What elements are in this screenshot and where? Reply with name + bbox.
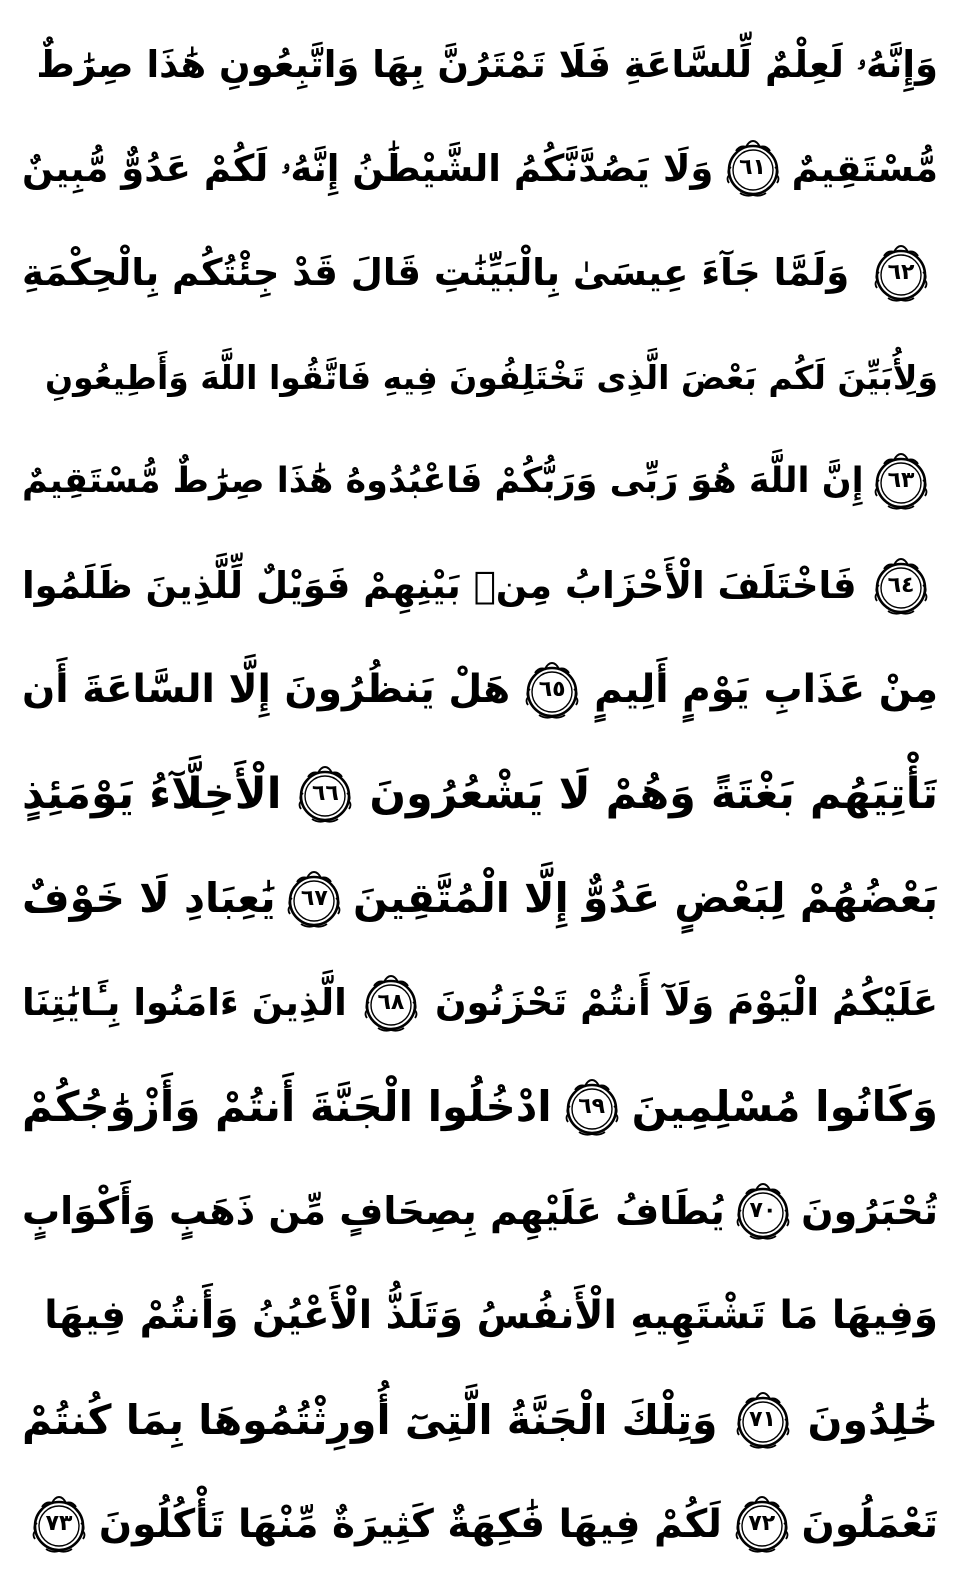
verse-text: عَلَيْكُمُ الْيَوْمَ وَلَآ أَنتُمْ تَحْزَنُونَ xyxy=(434,981,938,1025)
verse-text: مِنْ عَذَابِ يَوْمٍ أَلِيمٍ xyxy=(594,667,938,713)
verse-number: ٦٣ xyxy=(887,468,915,494)
text-line xyxy=(22,325,938,429)
text-line xyxy=(22,429,938,533)
verse-end-marker xyxy=(732,1180,794,1242)
text-line xyxy=(22,951,938,1055)
verse-end-marker xyxy=(294,763,356,825)
text-line xyxy=(22,1055,938,1159)
verse-text: وَفِيهَا مَا تَشْتَهِيهِ الْأَنفُسُ وَتَلَذُّ الْأَعْيُنُ وَأَنتُمْ فِيهَا xyxy=(44,1293,938,1339)
verse-text: الْأَخِلَّآءُ يَوْمَئِذٍ xyxy=(22,768,282,819)
verse-number: ٧٠ xyxy=(749,1198,777,1224)
verse-text: وَتِلْكَ الْجَنَّةُ الَّتِىٓ أُورِثْتُمُوهَا بِمَا كُنتُمْ xyxy=(22,1395,718,1444)
verse-text: تَعْمَلُونَ xyxy=(801,1501,938,1547)
verse-number: ٧٢ xyxy=(748,1511,776,1537)
verse-number: ٧٣ xyxy=(45,1511,73,1537)
verse-end-marker xyxy=(722,137,784,199)
verse-end-marker xyxy=(283,868,345,930)
verse-text: تَأْتِيَهُم بَغْتَةً وَهُمْ لَا يَشْعُرُونَ xyxy=(369,768,938,819)
verse-number: ٦٤ xyxy=(887,572,915,598)
verse-text: يَٰعِبَادِ لَا خَوْفٌ xyxy=(22,874,276,923)
verse-text: فَاخْتَلَفَ الْأَحْزَابُ مِنۢ بَيْنِهِمْ فَوَيْلٌ لِّلَّذِينَ ظَلَمُوا xyxy=(22,564,857,608)
verse-text: مُّسْتَقِيمٌ xyxy=(791,146,938,190)
verse-text: وَلَمَّا جَآءَ عِيسَىٰ بِالْبَيِّنَٰتِ قَالَ قَدْ جِئْتُكُم بِالْحِكْمَةِ xyxy=(22,251,850,295)
verse-text: تُحْبَرُونَ xyxy=(801,1189,938,1234)
text-line xyxy=(22,1368,938,1472)
verse-number: ٦٥ xyxy=(538,676,566,702)
text-line xyxy=(22,638,938,742)
verse-number: ٦٢ xyxy=(887,259,915,285)
text-line xyxy=(22,12,938,116)
text-line xyxy=(22,742,938,846)
text-line xyxy=(22,533,938,637)
verse-end-marker xyxy=(870,450,932,512)
verse-text: يُطَافُ عَلَيْهِم بِصِحَافٍ مِّن ذَهَبٍ وَأَكْوَابٍ xyxy=(22,1189,725,1234)
verse-end-marker xyxy=(870,555,932,617)
verse-end-marker xyxy=(870,242,932,304)
verse-text: بَعْضُهُمْ لِبَعْضٍ عَدُوٌّ إِلَّا الْمُتَّقِينَ xyxy=(352,874,938,923)
verse-text: هَلْ يَنظُرُونَ إِلَّا السَّاعَةَ أَن xyxy=(22,667,511,713)
verse-end-marker xyxy=(521,659,583,721)
verse-end-marker xyxy=(360,972,422,1034)
verse-end-marker xyxy=(731,1493,793,1555)
verse-number: ٦٩ xyxy=(578,1094,606,1120)
verse-end-marker xyxy=(732,1389,794,1451)
verse-text: لَكُمْ فِيهَا فَٰكِهَةٌ كَثِيرَةٌ مِّنْهَا تَأْكُلُونَ xyxy=(98,1501,722,1547)
text-line xyxy=(22,1264,938,1368)
verse-end-marker xyxy=(561,1076,623,1138)
text-line xyxy=(22,116,938,220)
text-line xyxy=(22,1159,938,1263)
text-line xyxy=(22,221,938,325)
verse-text: وَإِنَّهُۥ لَعِلْمٌ لِّلسَّاعَةِ فَلَا تَمْتَرُنَّ بِهَا وَاتَّبِعُونِ هَٰذَا صِرَٰطٌ xyxy=(36,42,938,86)
text-line xyxy=(22,1472,938,1576)
verse-text: الَّذِينَ ءَامَنُوا بِـَٔايَٰتِنَا xyxy=(22,981,347,1025)
verse-text: خَٰلِدُونَ xyxy=(807,1395,938,1444)
verse-number: ٦٦ xyxy=(311,781,339,807)
verse-text: وَكَانُوا مُسْلِمِينَ xyxy=(631,1082,938,1132)
verse-number: ٦٨ xyxy=(377,989,405,1015)
verse-text: إِنَّ اللَّهَ هُوَ رَبِّى وَرَبُّكُمْ فَاعْبُدُوهُ هَٰذَا صِرَٰطٌ مُّسْتَقِيمٌ xyxy=(22,460,864,501)
verse-text: ادْخُلُوا الْجَنَّةَ أَنتُمْ وَأَزْوَٰجُكُمْ xyxy=(22,1082,552,1132)
text-line xyxy=(22,846,938,950)
verse-text: وَلَا يَصُدَّنَّكُمُ الشَّيْطَٰنُ إِنَّهُۥ لَكُمْ عَدُوٌّ مُّبِينٌ xyxy=(22,146,714,190)
verse-text: وَلِأُبَيِّنَ لَكُم بَعْضَ الَّذِى تَخْتَلِفُونَ فِيهِ فَاتَّقُوا اللَّهَ وَأَطِيعُونِ xyxy=(44,357,938,397)
verse-number: ٧١ xyxy=(749,1407,776,1432)
verse-end-marker xyxy=(28,1493,90,1555)
verse-number: ٦١ xyxy=(739,155,766,181)
verse-number: ٦٧ xyxy=(300,885,328,911)
